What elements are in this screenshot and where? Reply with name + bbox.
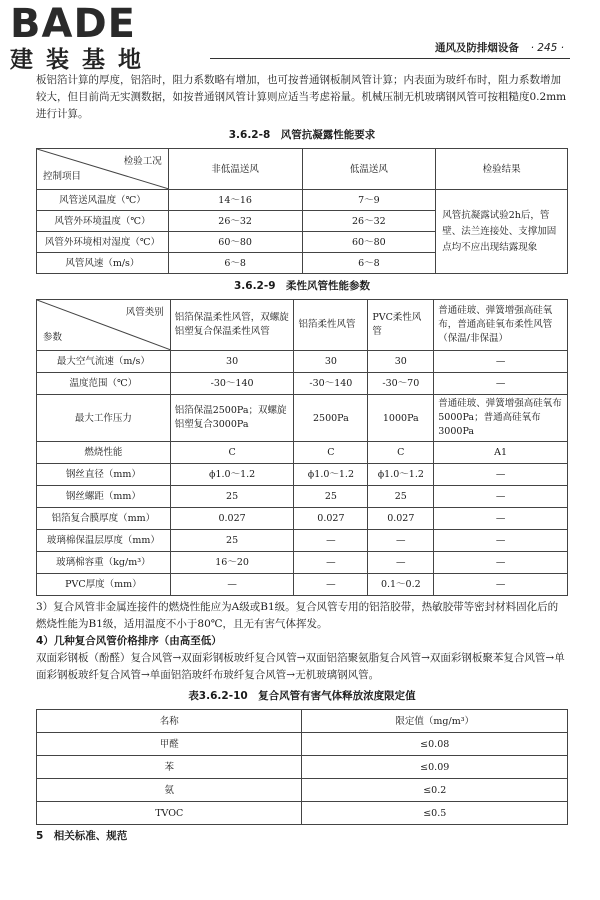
cell-value: -30～140 (170, 373, 294, 395)
logo-sub-text: 建装基地 (10, 47, 154, 73)
row-label: 最大工作压力 (37, 395, 171, 442)
gas-name: 甲醛 (37, 733, 302, 756)
cell-value: — (434, 373, 568, 395)
cell-value: 2500Pa (294, 395, 368, 442)
running-title: 通风及防排烟设备 (434, 42, 519, 54)
paragraph-3: 3）复合风管非金属连接件的燃烧性能应为A级或B1级。复合风管专用的铝箔胶带，热敏胶带等密封材料固化后的燃烧性能为B1级，适用温度不小于80℃，且无有害气体挥发。 (36, 601, 559, 630)
cell-value: 25 (170, 486, 294, 508)
cell-value: — (434, 508, 568, 530)
table1-header-col2: 低温送风 (302, 149, 436, 190)
cell-value: 0.027 (170, 508, 294, 530)
row-label: PVC厚度（mm） (37, 574, 171, 596)
cell-value: 26～32 (302, 211, 436, 232)
row-label: 燃烧性能 (37, 442, 171, 464)
table-row (37, 373, 568, 395)
cell-value: — (368, 552, 434, 574)
cell-value: 14～16 (168, 190, 302, 211)
cell-value: — (294, 530, 368, 552)
cell-value: 6～8 (302, 253, 436, 274)
table2-header-col1: 铝箔保温柔性风管，双螺旋铝塑复合保温柔性风管 (170, 300, 294, 351)
cell-value: -30～140 (294, 373, 368, 395)
table-row (37, 351, 568, 373)
gas-limit: ≤0.5 (302, 802, 568, 825)
cell-value: 16～20 (170, 552, 294, 574)
cell-value: 25 (368, 486, 434, 508)
table-row (37, 733, 568, 756)
cell-value: ϕ1.0～1.2 (368, 464, 434, 486)
cell-value: 26～32 (168, 211, 302, 232)
table-row (37, 486, 568, 508)
logo-main-text: BADE (10, 1, 136, 47)
cell-value: — (368, 530, 434, 552)
table3-header-name: 名称 (37, 710, 302, 733)
table3-title: 表3.6.2-10 复合风管有害气体释放浓度限定值 (188, 690, 416, 702)
row-label: 钢丝螺距（mm） (37, 486, 171, 508)
table-row (37, 756, 568, 779)
table1-result-note: 风管抗凝露试验2h后，管壁、法兰连接处、支撑加固点均不应出现结露现象 (436, 190, 568, 274)
cell-value: — (434, 530, 568, 552)
gas-name: 氨 (37, 779, 302, 802)
table2-title: 3.6.2-9 柔性风管性能参数 (233, 280, 371, 292)
table-condensation (36, 148, 568, 274)
cell-value: -30～70 (368, 373, 434, 395)
cell-value: 0.027 (294, 508, 368, 530)
table-row (37, 552, 568, 574)
table3-header-limit: 限定值（mg/m³） (302, 710, 568, 733)
table1-corner-cell (37, 149, 169, 190)
cell-value: 30 (368, 351, 434, 373)
row-label: 铝箔复合膜厚度（mm） (37, 508, 171, 530)
page-number: · 245 · (530, 42, 564, 54)
cell-value: — (434, 351, 568, 373)
table-row (37, 574, 568, 596)
row-label: 风管送风温度（℃） (37, 190, 169, 211)
table-row (37, 395, 568, 442)
page-content (36, 72, 568, 845)
table-row (37, 190, 568, 211)
cell-value: 1000Pa (368, 395, 434, 442)
table2-header-col3: PVC柔性风管 (368, 300, 434, 351)
page-header (0, 0, 600, 78)
cell-value: 25 (294, 486, 368, 508)
row-label: 温度范围（℃） (37, 373, 171, 395)
table-flexible-duct (36, 299, 568, 596)
gas-limit: ≤0.08 (302, 733, 568, 756)
corner-top-label: 检验工况 (123, 156, 162, 167)
table-harmful-gas (36, 709, 568, 825)
cell-value: 6～8 (168, 253, 302, 274)
corner-bottom-label: 控制项目 (43, 171, 82, 182)
gas-limit: ≤0.2 (302, 779, 568, 802)
intro-paragraph: 板铝箔计算的厚度，铝箔时，阻力系数略有增加，也可按普通钢板制风管计算；内表面为玻纤布时，阻力系数增加较大，但目前尚无实测数据，如按普通钢风管计算则应适当考虑裕量。机械压制无机玻璃钢风管可按粗糙度0.2mm进行计算。 (36, 74, 567, 120)
cell-value: C (294, 442, 368, 464)
cell-value: — (294, 552, 368, 574)
table-row (37, 779, 568, 802)
cell-value: A1 (434, 442, 568, 464)
corner-top-label: 风管类别 (125, 307, 164, 318)
cell-value: 60～80 (168, 232, 302, 253)
table2-body (37, 351, 568, 596)
cell-value: 25 (170, 530, 294, 552)
cell-value: C (368, 442, 434, 464)
cell-value: — (434, 464, 568, 486)
row-label: 玻璃棉保温层厚度（mm） (37, 530, 171, 552)
row-label: 风管外环境温度（℃） (37, 211, 169, 232)
gas-limit: ≤0.09 (302, 756, 568, 779)
cell-value: — (434, 486, 568, 508)
table1-header-col1: 非低温送风 (168, 149, 302, 190)
gas-name: TVOC (37, 802, 302, 825)
row-label: 风管外环境相对湿度（℃） (37, 232, 169, 253)
running-header (435, 40, 564, 55)
cell-value: 7～9 (302, 190, 436, 211)
cell-value: 30 (294, 351, 368, 373)
cell-value: — (294, 574, 368, 596)
header-rule (210, 58, 570, 59)
table2-header-col4: 普通硅玻、弹簧增强高硅氧布，普通高硅氧布柔性风管（保温/非保温） (434, 300, 568, 351)
gas-name: 苯 (37, 756, 302, 779)
cell-value: ϕ1.0～1.2 (170, 464, 294, 486)
row-label: 钢丝直径（mm） (37, 464, 171, 486)
cell-value: 0.1～0.2 (368, 574, 434, 596)
table-row (37, 530, 568, 552)
row-label: 风管风速（m/s） (37, 253, 169, 274)
cell-value: — (434, 552, 568, 574)
logo (10, 1, 200, 74)
corner-bottom-label: 参数 (43, 332, 63, 343)
cell-value: 铝箔保温2500Pa；双螺旋铝塑复合3000Pa (170, 395, 294, 442)
table2-header-col2: 铝箔柔性风管 (294, 300, 368, 351)
table1-title: 3.6.2-8 风管抗凝露性能要求 (228, 129, 376, 141)
table-row (37, 802, 568, 825)
row-label: 玻璃棉容重（kg/m³） (37, 552, 171, 574)
cell-value: — (434, 574, 568, 596)
table-row (37, 508, 568, 530)
table2-corner-cell (37, 300, 171, 351)
cell-value: 30 (170, 351, 294, 373)
cell-value: 60～80 (302, 232, 436, 253)
table1-header-col3: 检验结果 (436, 149, 568, 190)
cell-value: — (170, 574, 294, 596)
table-row (37, 442, 568, 464)
cell-value: 普通硅玻、弹簧增强高硅氧布5000Pa；普通高硅氧布3000Pa (434, 395, 568, 442)
cell-value: C (170, 442, 294, 464)
cell-value: ϕ1.0～1.2 (294, 464, 368, 486)
paragraph-4-title: 4）几种复合风管价格排序（由高至低） (36, 635, 222, 647)
row-label: 最大空气流速（m/s） (37, 351, 171, 373)
cell-value: 0.027 (368, 508, 434, 530)
section-5-heading: 5 相关标准、规范 (36, 830, 128, 842)
table-row (37, 464, 568, 486)
paragraph-4: 双面彩钢板（酚醛）复合风管→双面彩钢板玻纤复合风管→双面铝箔聚氨脂复合风管→双面彩钢板聚苯复合风管→单面彩钢板玻纤复合风管→单面铝箔玻纤布玻纤复合风管→无机玻璃钢风管。 (36, 652, 565, 681)
